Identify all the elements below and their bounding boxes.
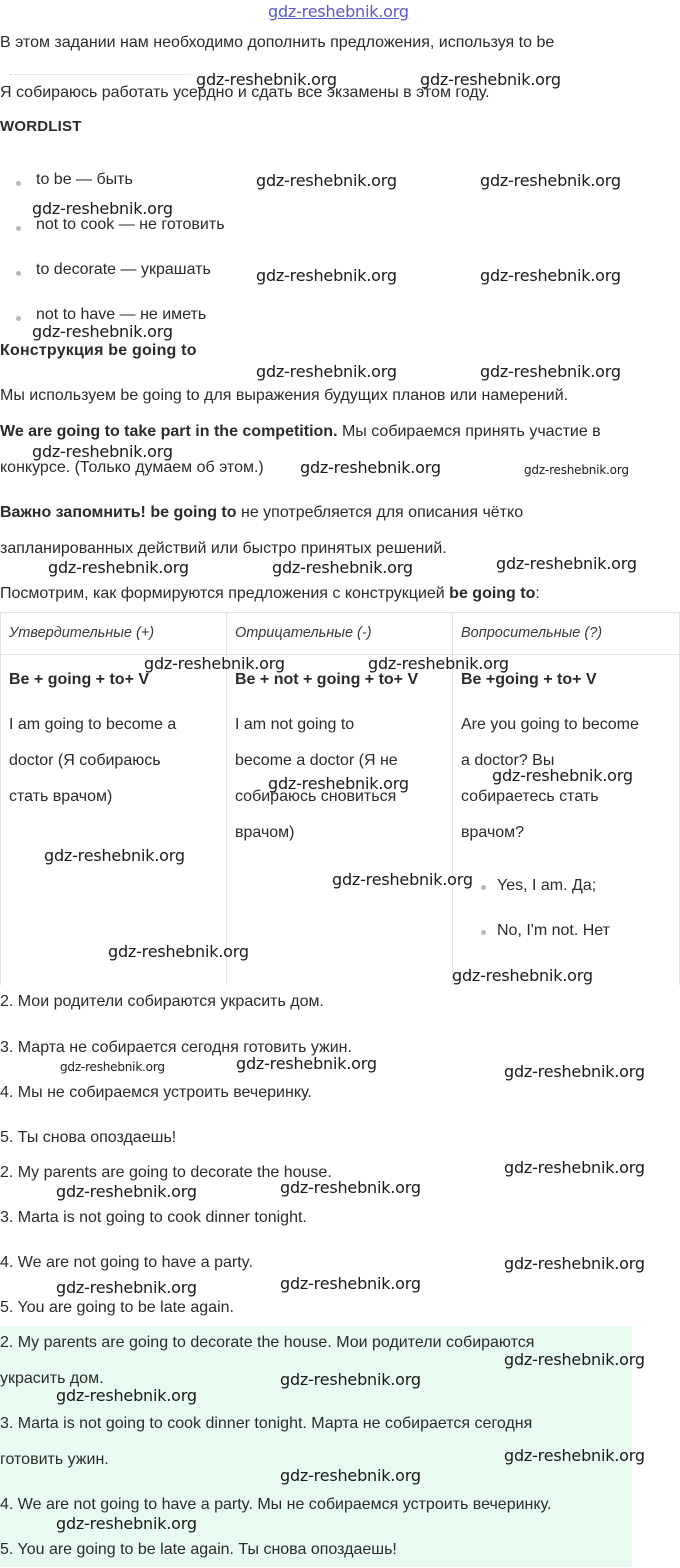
note-rest: не употребляется для описания чётко — [236, 504, 524, 521]
watermark: gdz-reshebnik.org — [256, 362, 397, 381]
note-line-2: запланированных действий или быстро принятых решений. — [0, 540, 447, 557]
watermark: gdz-reshebnik.org — [60, 1060, 165, 1074]
watermark: gdz-reshebnik.org — [504, 1350, 645, 1369]
en-sentence: 3. Marta is not going to cook dinner tonight. — [0, 1209, 307, 1226]
watermark: gdz-reshebnik.org — [368, 654, 509, 673]
watermark: gdz-reshebnik.org — [480, 362, 621, 381]
wordlist-item: to be — быть — [36, 171, 133, 188]
watermark: gdz-reshebnik.org — [492, 766, 633, 785]
watermark: gdz-reshebnik.org — [480, 266, 621, 285]
ru-sentence: 3. Марта не собирается сегодня готовить ужин. — [0, 1039, 352, 1056]
answer-3-line-1: 3. Marta is not going to cook dinner tonight. Марта не собирается сегодня — [0, 1415, 533, 1432]
table-border — [0, 654, 680, 655]
cut-off-line — [10, 68, 190, 75]
watermark: gdz-reshebnik.org — [268, 774, 409, 793]
table-border — [0, 612, 1, 985]
en-sentence: 2. My parents are going to decorate the house. — [0, 1164, 332, 1181]
bullet-icon — [16, 226, 21, 231]
construction-heading: Конструкция be going to — [0, 342, 197, 359]
watermark: gdz-reshebnik.org — [196, 70, 337, 89]
intro-line-1: В этом задании нам необходимо дополнить предложения, используя to be — [0, 34, 555, 51]
example-bold: We are going to take part in the competition. — [0, 423, 338, 440]
watermark: gdz-reshebnik.org — [524, 463, 629, 477]
note-line-1 — [0, 495, 523, 531]
watermark: gdz-reshebnik.org — [272, 558, 413, 577]
wordlist-item: to decorate — украшать — [36, 261, 211, 278]
wordlist-item: not to cook — не готовить — [36, 216, 225, 233]
en-sentence: 5. You are going to be late again. — [0, 1299, 234, 1316]
see-bold: be going to — [449, 585, 536, 602]
answer-4: 4. We are not going to have a party. Мы не собираемся устроить вечеринку. — [0, 1496, 552, 1513]
intro-line-2: Я собираюсь работать усердно и сдать все экзамены в этом году. — [0, 84, 490, 101]
formula-question: Be +going + to+ V — [461, 671, 597, 688]
note-bold: Важно запомнить! be going to — [0, 504, 237, 521]
table-header-negative: Отрицательные (-) — [235, 625, 372, 641]
watermark: gdz-reshebnik.org — [496, 554, 637, 573]
watermark: gdz-reshebnik.org — [44, 846, 185, 865]
watermark: gdz-reshebnik.org — [280, 1178, 421, 1197]
watermark: gdz-reshebnik.org — [480, 171, 621, 190]
usage-text: Мы используем be going to для выражения будущих планов или намерений. — [0, 387, 569, 404]
watermark: gdz-reshebnik.org — [504, 1446, 645, 1465]
example-negative: I am not going to become a doctor (Я не собираюсь сновиться врачом) — [235, 716, 398, 841]
bullet-icon — [481, 885, 486, 890]
table-header-question: Вопросительные (?) — [461, 625, 603, 641]
en-sentence: 4. We are not going to have a party. — [0, 1254, 253, 1271]
watermark: gdz-reshebnik.org — [256, 171, 397, 190]
ru-sentence: 5. Ты снова опоздаешь! — [0, 1129, 177, 1146]
watermark: gdz-reshebnik.org — [32, 322, 173, 341]
watermark: gdz-reshebnik.org — [56, 1182, 197, 1201]
watermark: gdz-reshebnik.org — [56, 1514, 197, 1533]
watermark: gdz-reshebnik.org — [236, 1054, 377, 1073]
formula-affirmative: Be + going + to+ V — [9, 671, 150, 688]
formula-negative: Be + not + going + to+ V — [235, 671, 419, 688]
watermark: gdz-reshebnik.org — [32, 199, 173, 218]
watermark: gdz-reshebnik.org — [300, 458, 441, 477]
example-question: Are you going to become a doctor? Вы собираетесь стать врачом? — [461, 716, 639, 841]
watermark: gdz-reshebnik.org — [56, 1386, 197, 1405]
table-border — [0, 612, 680, 613]
watermark: gdz-reshebnik.org — [144, 654, 285, 673]
answer-5: 5. You are going to be late again. Ты снова опоздаешь! — [0, 1541, 397, 1558]
bullet-icon — [16, 271, 21, 276]
watermark: gdz-reshebnik.org — [280, 1274, 421, 1293]
watermark: gdz-reshebnik.org — [48, 558, 189, 577]
answer-2-line-1: 2. My parents are going to decorate the house. Мои родители собираются — [0, 1334, 535, 1351]
wordlist-item: not to have — не иметь — [36, 306, 207, 323]
ru-sentence: 4. Мы не собираемся устроить вечеринку. — [0, 1084, 312, 1101]
watermark: gdz-reshebnik.org — [32, 442, 173, 461]
watermark: gdz-reshebnik.org — [108, 942, 249, 961]
see-suffix: : — [535, 585, 540, 602]
watermark: gdz-reshebnik.org — [452, 966, 593, 985]
watermark: gdz-reshebnik.org — [280, 1370, 421, 1389]
answer-no: No, I'm not. Нет — [497, 922, 610, 939]
see-prefix: Посмотрим, как формируются предложения с конструкцией — [0, 585, 450, 602]
watermark: gdz-reshebnik.org — [256, 266, 397, 285]
watermark: gdz-reshebnik.org — [56, 1278, 197, 1297]
watermark: gdz-reshebnik.org — [504, 1254, 645, 1273]
table-header-affirmative: Утвердительные (+) — [9, 625, 155, 641]
watermark: gdz-reshebnik.org — [420, 70, 561, 89]
ru-sentence: 2. Мои родители собираются украсить дом. — [0, 993, 324, 1010]
answer-2-line-2: украсить дом. — [0, 1370, 104, 1387]
example-line-2: конкурсе. (Только думаем об этом.) — [0, 459, 264, 476]
see-line — [0, 576, 540, 612]
going-to-table — [0, 612, 680, 985]
answer-3-line-2: готовить ужин. — [0, 1451, 109, 1468]
answer-yes: Yes, I am. Да; — [497, 877, 597, 894]
bullet-icon — [481, 930, 486, 935]
watermark: gdz-reshebnik.org — [332, 870, 473, 889]
watermark: gdz-reshebnik.org — [280, 1466, 421, 1485]
watermark: gdz-reshebnik.org — [504, 1062, 645, 1081]
wordlist-heading: WORDLIST — [0, 118, 82, 135]
example-affirmative: I am going to become a doctor (Я собираюсь стать врачом) — [9, 716, 177, 805]
bullet-icon — [16, 316, 21, 321]
watermark: gdz-reshebnik.org — [504, 1158, 645, 1177]
example-rest: Мы собираемся принять участие в — [337, 423, 601, 440]
watermark: gdz-reshebnik.org — [268, 2, 409, 21]
bullet-icon — [16, 181, 21, 186]
